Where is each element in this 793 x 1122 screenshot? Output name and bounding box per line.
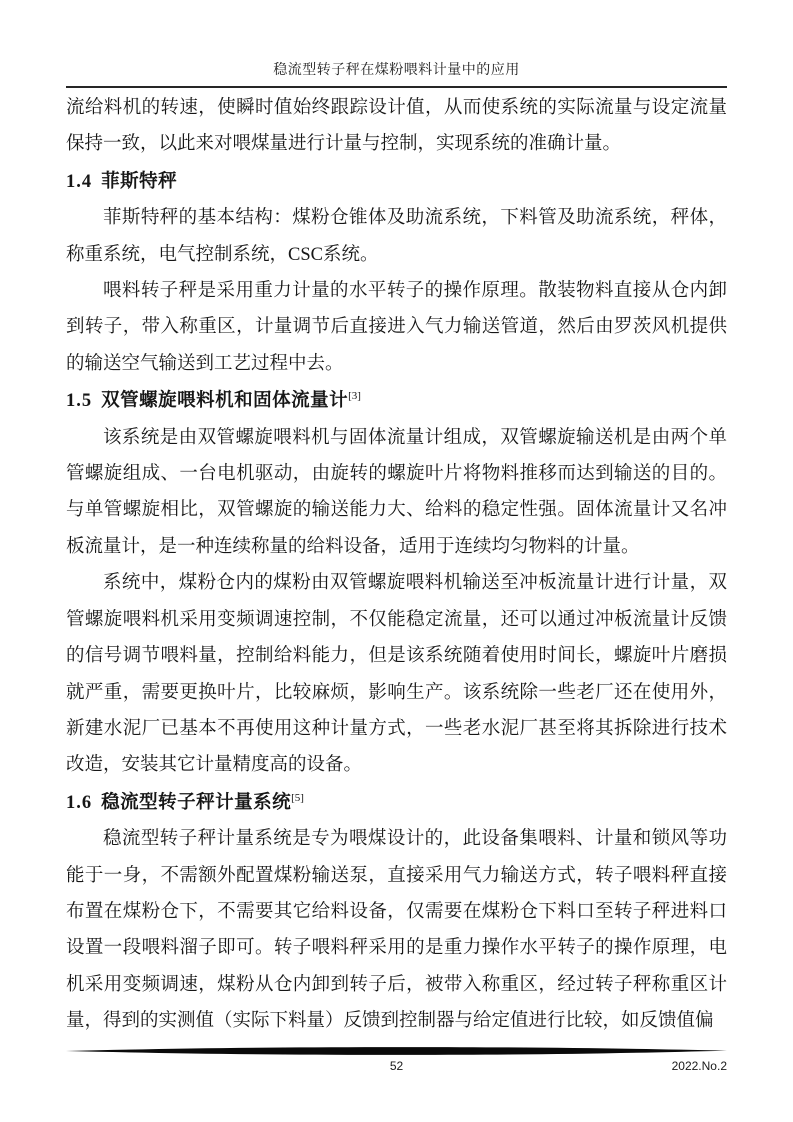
page-header: [66, 0, 727, 88]
body-paragraph: 流给料机的转速，使瞬时值始终跟踪设计值，从而使系统的实际流量与设定流量保持一致，以此来对喂煤量进行计量与控制，实现系统的准确计量。: [66, 98, 727, 155]
footer-row: [66, 1057, 727, 1075]
section-heading: [66, 382, 727, 419]
body-paragraph: 喂料转子秤是采用重力计量的水平转子的操作原理。散装物料直接从仓内卸到转子，带入称重区，计量调节后直接进入气力输送管道，然后由罗茨风机提供的输送空气输送到工艺过程中去。: [66, 281, 727, 374]
section-heading: [66, 163, 727, 200]
citation-ref: [3]: [348, 390, 361, 403]
page-number: 52: [389, 1059, 404, 1073]
section-heading: [66, 784, 727, 821]
section-number: 1.6: [66, 792, 93, 813]
body-paragraph: 稳流型转子秤计量系统是专为喂煤设计的，此设备集喂料、计量和锁风等功能于一身，不需额外配置煤粉输送泵，直接采用气力输送方式，转子喂料秤直接布置在煤粉仓下，不需要其它给料设备，仅需要在煤粉仓下料口至转子秤进料口设置一段喂料溜子即可。转子喂料秤采用的是重力操作水平转子的操作原理，电机采用变频调速，煤粉从仓内卸到转子后，被带入称重区，经过转子秤称重区计量，得到的实测值（实际下料量）反馈到控制器与给定值进行比较，如反馈值偏: [66, 829, 727, 1032]
page-body: [66, 90, 727, 1040]
section-title: 稳流型转子秤计量系统: [101, 790, 292, 812]
page-footer: [66, 1046, 727, 1075]
section-title: 双管螺旋喂料机和固体流量计: [101, 389, 349, 411]
citation-ref: [5]: [291, 791, 304, 804]
running-title: 稳流型转子秤在煤粉喂料计量中的应用: [273, 63, 520, 78]
section-number: 1.4: [66, 171, 93, 192]
body-paragraph: 该系统是由双管螺旋喂料机与固体流量计组成，双管螺旋输送机是由两个单管螺旋组成、一台电机驱动，由旋转的螺旋叶片将物料推移而达到输送的目的。与单管螺旋相比，双管螺旋的输送能力大、给料的稳定性强。固体流量计又名冲板流量计，是一种连续称量的给料设备，适用于连续均匀物料的计量。: [66, 427, 727, 557]
issue-label: 2022.No.2: [671, 1059, 727, 1073]
section-number: 1.5: [66, 391, 93, 412]
body-paragraph: 菲斯特秤的基本结构：煤粉仓锥体及助流系统，下料管及助流系统，秤体，称重系统，电气控制系统，CSC系统。: [66, 208, 727, 265]
body-paragraph: 系统中，煤粉仓内的煤粉由双管螺旋喂料机输送至冲板流量计进行计量，双管螺旋喂料机采用变频调速控制，不仅能稳定流量，还可以通过冲板流量计反馈的信号调节喂料量，控制给料能力，但是该系统随着使用时间长，螺旋叶片磨损就严重，需要更换叶片，比较麻烦，影响生产。该系统除一些老厂还在使用外，新建水泥厂已基本不再使用这种计量方式，一些老水泥厂甚至将其拆除进行技术改造，安装其它计量精度高的设备。: [66, 573, 727, 776]
footer-divider-bar: [66, 1046, 727, 1056]
section-title: 菲斯特秤: [101, 169, 178, 191]
